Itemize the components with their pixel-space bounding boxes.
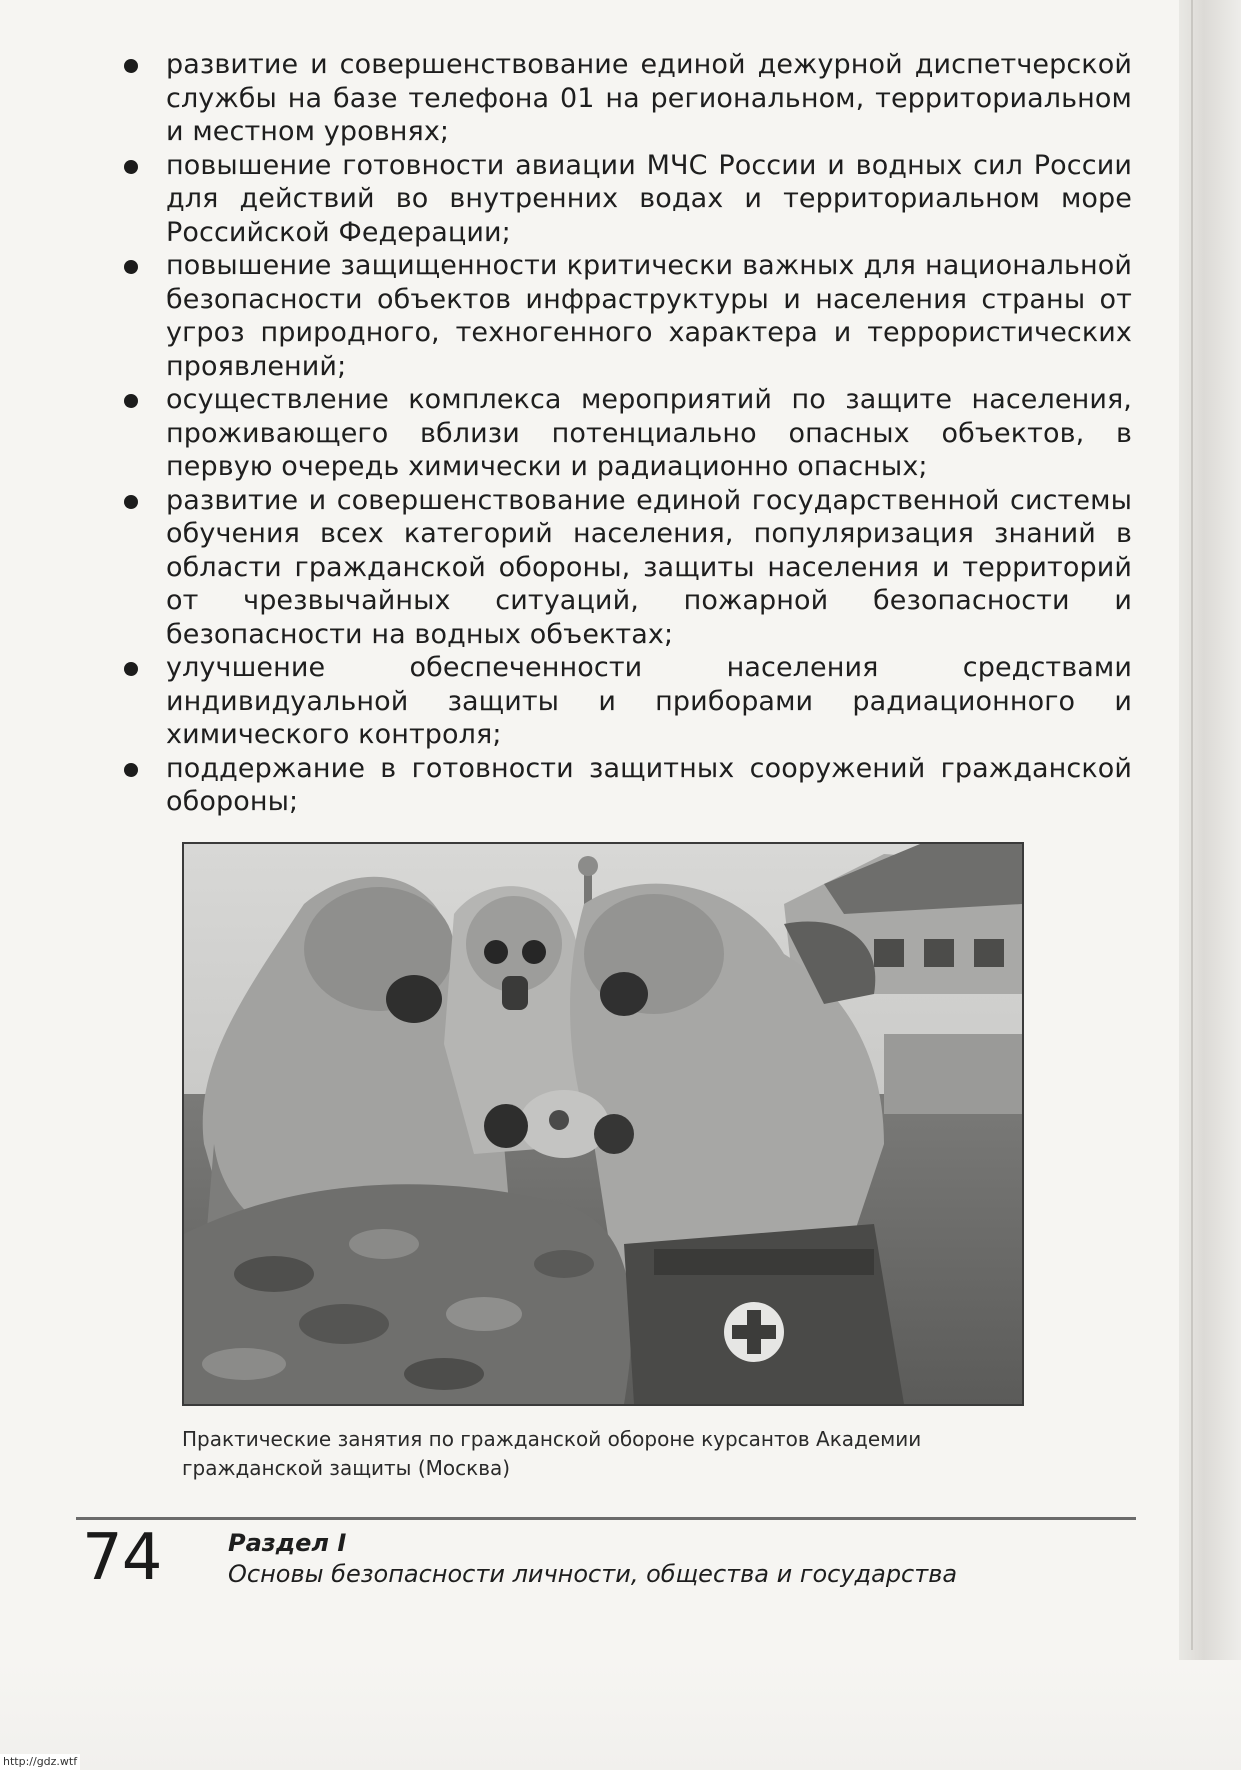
list-item	[122, 249, 1132, 383]
page-bottom-margin	[0, 1660, 1241, 1770]
bullet-icon	[124, 59, 138, 73]
list-item-text: развитие и совершенствование единой государственной системы обучения всех категорий населения, популяризация знаний в области гражданской обороны, защиты населения и территорий от чрезвычайных ситуаций, пожарной безопасности и безопасности на водных объектах;	[166, 484, 1132, 650]
list-item-text: поддержание в готовности защитных сооружений гражданской обороны;	[166, 752, 1132, 817]
list-item	[122, 484, 1132, 652]
section-title: Основы безопасности личности, общества и государства	[228, 1560, 958, 1588]
list-item	[122, 149, 1132, 250]
photo-illustration	[184, 844, 1022, 1404]
page-edge-shadow	[1179, 0, 1241, 1770]
list-item-text: повышение готовности авиации МЧС России и водных сил России для действий во внутренних водах и территориальном море Российской Федерации;	[166, 149, 1132, 248]
list-item-text: улучшение обеспеченности населения средствами индивидуальной защиты и приборами радиационного и химического контроля;	[166, 652, 1132, 750]
list-item-text: осуществление комплекса мероприятий по защите населения, проживающего вблизи потенциально опасных объектов, в первую очередь химически и радиационно опасных;	[166, 384, 1132, 482]
list-item	[122, 651, 1132, 752]
bullet-icon	[124, 763, 138, 777]
page-number: 74	[82, 1521, 162, 1595]
bullet-icon	[124, 160, 138, 174]
bullet-list	[122, 48, 1132, 819]
bullet-icon	[124, 394, 138, 408]
figure-caption: Практические занятия по гражданской обороне курсантов Академии гражданской защиты (Москва)	[182, 1427, 922, 1480]
list-item	[122, 752, 1132, 819]
list-item-text: развитие и совершенствование единой дежурной диспетчерской службы на базе телефона 01 на региональном, территориальном и местном уровнях;	[166, 49, 1132, 147]
watermark-link[interactable]: http://gdz.wtf	[0, 1754, 80, 1770]
figure-photo	[182, 842, 1024, 1406]
list-item-text: повышение защищенности критически важных для национальной безопасности объектов инфраструктуры и населения страны от угроз природного, техногенного характера и террористических проявлений;	[166, 250, 1132, 382]
bullet-icon	[124, 662, 138, 676]
section-label: Раздел I	[228, 1529, 347, 1557]
page-edge-line	[1191, 0, 1193, 1650]
list-item	[122, 48, 1132, 149]
bullet-icon	[124, 260, 138, 274]
list-item	[122, 383, 1132, 484]
bullet-icon	[124, 495, 138, 509]
footer-divider	[76, 1517, 1136, 1520]
